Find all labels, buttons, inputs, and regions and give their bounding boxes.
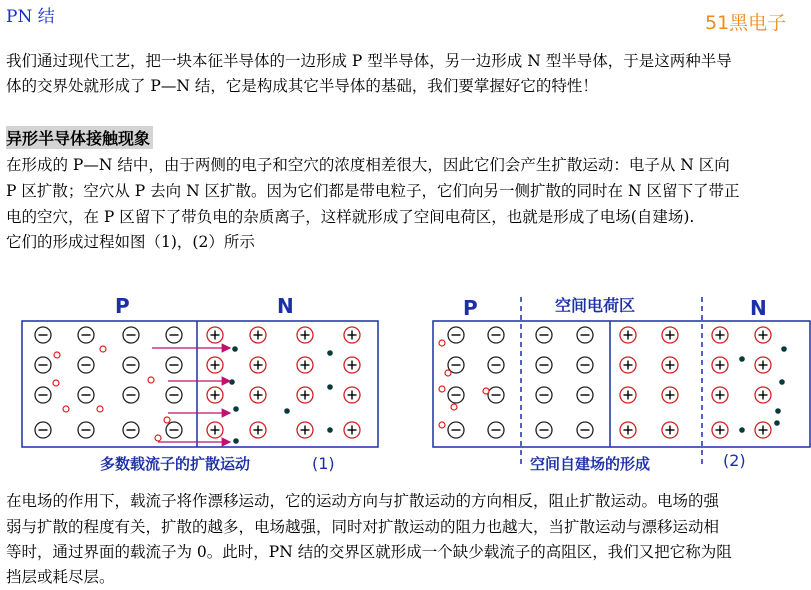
positive-ion	[207, 327, 223, 343]
hole	[53, 380, 59, 386]
section-heading: 异形半导体接触现象	[6, 126, 153, 149]
negative-ion	[488, 327, 504, 343]
conclusion-line-1: 在电场的作用下，载流子将作漂移运动，它的运动方向与扩散运动的方向相反，阻止扩散运动。电场的强	[6, 492, 720, 510]
hole	[439, 422, 445, 428]
electron	[229, 379, 235, 385]
negative-ion	[123, 357, 139, 373]
hole	[63, 406, 69, 412]
positive-ion	[250, 327, 266, 343]
conclusion-line-2: 弱与扩散的程度有关，扩散的越多，电场越强，同时对扩散运动的阻力也越大，当扩散运动与漂移运动相	[6, 518, 720, 536]
positive-ion	[344, 357, 360, 373]
positive-ion	[297, 357, 313, 373]
positive-ion	[662, 327, 678, 343]
electron	[233, 438, 239, 444]
page-title: PN 结	[6, 7, 55, 27]
electron	[327, 384, 333, 390]
negative-ion	[166, 327, 182, 343]
positive-ion	[250, 387, 266, 403]
hole	[439, 340, 445, 346]
positive-ion	[755, 327, 771, 343]
negative-ion	[35, 357, 51, 373]
negative-ion	[78, 422, 94, 438]
negative-ion	[166, 422, 182, 438]
positive-ion	[344, 387, 360, 403]
positive-ion	[297, 422, 313, 438]
positive-ion	[662, 387, 678, 403]
electron	[739, 427, 745, 433]
positive-ion	[297, 387, 313, 403]
negative-ion	[166, 387, 182, 403]
hole	[148, 377, 154, 383]
negative-ion	[123, 327, 139, 343]
hole	[439, 386, 445, 392]
site-logo[interactable]: 51黑电子	[705, 12, 787, 34]
section-line-2: P 区扩散；空穴从 P 去向 N 区扩散。因为它们都是带电粒子，它们向另一侧扩散的同时在 N 区留下了带正	[6, 182, 740, 200]
figure-2-n-label: N	[750, 296, 767, 320]
positive-ion	[250, 422, 266, 438]
hole	[155, 435, 161, 441]
figure-2-particles	[439, 327, 787, 438]
figure-2-space-charge	[420, 285, 811, 480]
electron	[327, 350, 333, 356]
hole	[100, 346, 106, 352]
negative-ion	[536, 327, 552, 343]
negative-ion	[536, 387, 552, 403]
positive-ion	[662, 357, 678, 373]
figure-2-caption: 空间自建场的形成	[530, 455, 651, 473]
positive-ion	[662, 422, 678, 438]
positive-ion	[207, 357, 223, 373]
positive-ion	[620, 422, 636, 438]
negative-ion	[488, 387, 504, 403]
negative-ion	[78, 357, 94, 373]
negative-ion	[536, 357, 552, 373]
positive-ion	[207, 387, 223, 403]
negative-ion	[448, 422, 464, 438]
positive-ion	[712, 357, 728, 373]
negative-ion	[577, 357, 593, 373]
electron	[779, 379, 785, 385]
hole	[483, 388, 489, 394]
negative-ion	[488, 357, 504, 373]
positive-ion	[712, 422, 728, 438]
negative-ion	[577, 422, 593, 438]
negative-ion	[35, 387, 51, 403]
negative-ion	[166, 357, 182, 373]
section-line-4: 它们的形成过程如图（1)，(2）所示	[6, 233, 255, 251]
electron	[233, 406, 239, 412]
hole	[445, 370, 451, 376]
positive-ion	[755, 422, 771, 438]
negative-ion	[577, 327, 593, 343]
conclusion-line-4: 挡层或耗尽层。	[6, 568, 115, 586]
electron	[775, 408, 781, 414]
electron	[232, 346, 238, 352]
negative-ion	[448, 327, 464, 343]
positive-ion	[297, 327, 313, 343]
intro-line-1: 我们通过现代工艺，把一块本征半导体的一边形成 P 型半导体，另一边形成 N 型半导体，于是这两种半导	[6, 52, 732, 70]
hole	[164, 417, 170, 423]
section-line-1: 在形成的 P—N 结中，由于两侧的电子和空穴的浓度相差很大，因此它们会产生扩散运动：电子从 N 区向	[6, 156, 730, 174]
figure-1-diffusion	[0, 285, 400, 480]
negative-ion	[123, 387, 139, 403]
negative-ion	[35, 422, 51, 438]
negative-ion	[123, 422, 139, 438]
figure-2-region-label: 空间电荷区	[555, 296, 636, 315]
conclusion-line-3: 等时，通过界面的载流子为 0。此时，PN 结的交界区就形成一个缺少载流子的高阻区，我们又把它称为阻	[6, 543, 732, 561]
section-line-3: 电的空穴，在 P 区留下了带负电的杂质离子，这样就形成了空间电荷区，也就是形成了电场(自建场).	[6, 208, 695, 226]
electron	[781, 346, 787, 352]
negative-ion	[35, 327, 51, 343]
negative-ion	[78, 327, 94, 343]
negative-ion	[536, 422, 552, 438]
positive-ion	[712, 387, 728, 403]
positive-ion	[755, 387, 771, 403]
positive-ion	[344, 327, 360, 343]
figure-1-box	[22, 321, 378, 447]
positive-ion	[620, 387, 636, 403]
figure-2-p-label: P	[463, 296, 478, 320]
positive-ion	[755, 357, 771, 373]
hole	[54, 352, 60, 358]
positive-ion	[207, 422, 223, 438]
figure-1-n-label: N	[277, 294, 294, 318]
hole	[97, 406, 103, 412]
positive-ion	[620, 357, 636, 373]
figure-1-p-label: P	[115, 294, 130, 318]
electron	[327, 427, 333, 433]
positive-ion	[712, 327, 728, 343]
electron	[739, 356, 745, 362]
electron	[774, 420, 780, 426]
intro-line-2: 体的交界处就形成了 P—N 结，它是构成其它半导体的基础，我们要掌握好它的特性！	[6, 77, 598, 95]
negative-ion	[448, 387, 464, 403]
figure-1-caption: 多数载流子的扩散运动	[100, 455, 251, 473]
figure-1-number: (1)	[312, 454, 335, 473]
negative-ion	[78, 387, 94, 403]
electron	[284, 408, 290, 414]
positive-ion	[250, 357, 266, 373]
positive-ion	[620, 327, 636, 343]
negative-ion	[488, 422, 504, 438]
figure-2-number: (2)	[723, 451, 746, 470]
hole	[451, 404, 457, 410]
negative-ion	[577, 387, 593, 403]
positive-ion	[344, 422, 360, 438]
